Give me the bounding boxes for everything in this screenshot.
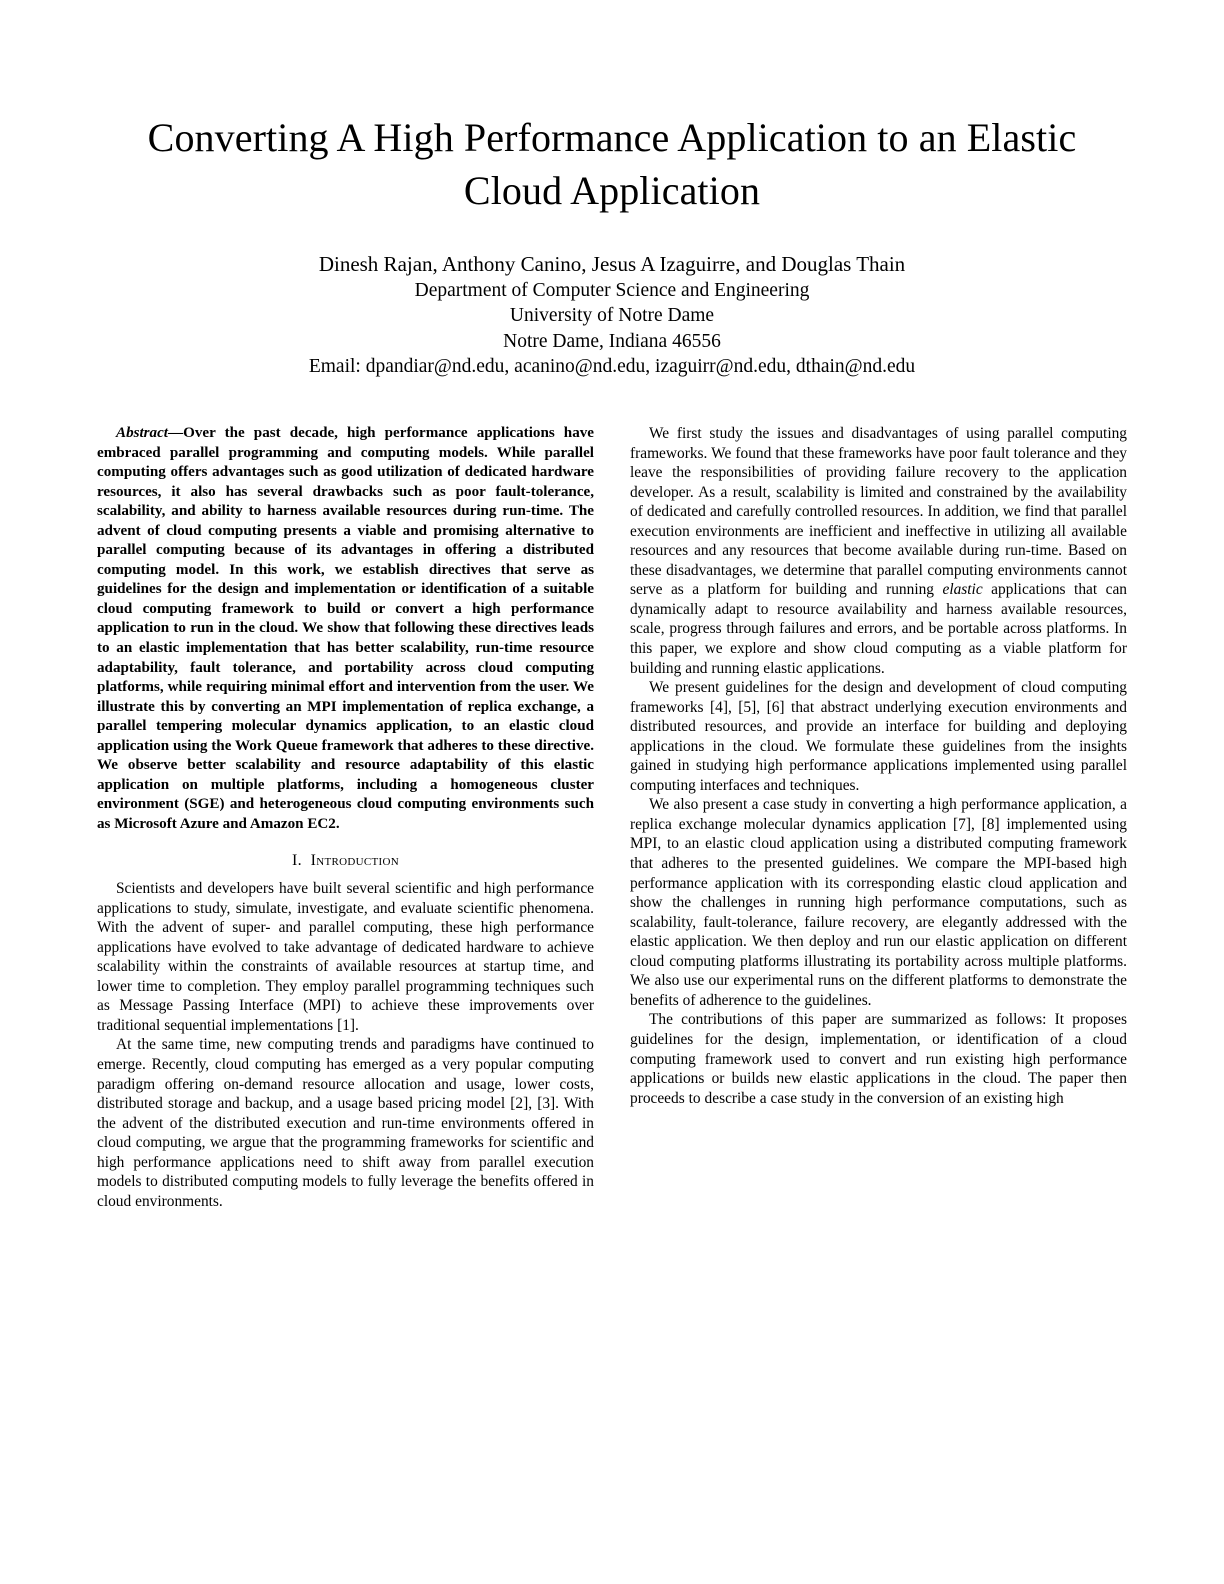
- author-names: Dinesh Rajan, Anthony Canino, Jesus A Izaguirre, and Douglas Thain: [318, 252, 906, 276]
- title-block: [110, 112, 1114, 218]
- paragraph: Scientists and developers have built several scientific and high performance applications to study, simulate, investigate, and evaluate scientific phenomena. With the advent of super- and parallel computing, these high performance applications have evolved to take advantage of dedicated hardware to achieve scalability within the constraints of available resources at startup time, and lower time to completion. They employ parallel programming techniques such as Message Passing Interface (MPI) to achieve these improvements over traditional sequential implementations [1].: [97, 880, 594, 1034]
- emphasis-elastic: elastic: [942, 581, 983, 599]
- page-title: Converting A High Performance Application to an Elastic Cloud Application: [147, 115, 1077, 213]
- paragraph: We present guidelines for the design and development of cloud computing frameworks [4], [5], [6] that abstract underlying execution environments and distributed resources, and provide an interface for building and deploying applications in the cloud. We formulate these guidelines from the insights gained in studying high performance applications implemented using parallel computing interfaces and techniques.: [630, 679, 1127, 794]
- author-affiliation-block: [112, 252, 1112, 380]
- paragraph: The contributions of this paper are summarized as follows: It proposes guidelines for the design, implementation, or identification of a cloud computing framework used to convert and run existing high performance applications or builds new elastic applications in the cloud. The paper then proceeds to describe a case study in the conversion of an existing high: [630, 1011, 1127, 1107]
- two-column-body: [97, 424, 1127, 1454]
- abstract-text: Over the past decade, high performance applications have embraced parallel programming and computing models. While parallel computing offers advantages such as good utilization of dedicated hardware resources, it also has several drawbacks such as poor fault-tolerance, scalability, and ability to harness available resources during run-time. The advent of cloud computing presents a viable and promising alternative to parallel computing because of its advantages in offering a distributed computing model. In this work, we establish directives that serve as guidelines for the design and implementation or identification of a suitable cloud computing framework to build or convert a high performance application to run in the cloud. We show that following these directives leads to an elastic implementation that has better scalability, run-time resource adaptability, fault tolerance, and portability across cloud computing platforms, while requiring minimal effort and intervention from the user. We illustrate this by converting an MPI implementation of replica exchange, a parallel tempering molecular dynamics application, to an elastic cloud application using the Work Queue framework that adheres to these directive. We observe better scalability and resource adaptability of this elastic application on multiple platforms, including a homogeneous cluster environment (SGE) and heterogeneous cloud computing environments such as Microsoft Azure and Amazon EC2.: [97, 425, 594, 832]
- affiliation-address: Notre Dame, Indiana 46556: [503, 330, 721, 352]
- column-right: [630, 424, 1127, 1454]
- paragraph-part: We first study the issues and disadvantages of using parallel computing frameworks. We found that these frameworks have poor fault tolerance and they leave the responsibilities of providing failure recovery to the application developer. As a result, scalability is limited and constrained by the availability of dedicated and carefully controlled resources. In addition, we find that parallel execution environments are inefficient and ineffective in utilizing all available resources and any resources that become available during run-time. Based on these disadvantages, we determine that parallel computing environments cannot serve as a platform for building and running: [630, 425, 1127, 599]
- section-title: Introduction: [310, 852, 399, 870]
- paragraph-part: applications that can dynamically adapt to resource availability and harness available resources, scale, progress through failures and errors, and be portable across platforms. In this paper, we explore and show cloud computing as a viable platform for building and running elastic applications.: [630, 581, 1127, 677]
- section-heading-introduction: [97, 851, 594, 871]
- paragraph: At the same time, new computing trends and paradigms have continued to emerge. Recently, cloud computing has emerged as a very popular computing paradigm offering on-demand resource allocation and usage, lower costs, distributed storage and backup, and a usage based pricing model [2], [3]. With the advent of the distributed execution and run-time environments offered in cloud computing, we argue that the programming frameworks for scientific and high performance applications need to shift away from parallel execution models to distributed computing models to fully leverage the benefits offered in cloud environments.: [97, 1036, 594, 1210]
- abstract-paragraph: [97, 424, 594, 834]
- paragraph: We also present a case study in converting a high performance application, a replica exchange molecular dynamics application [7], [8] implemented using MPI, to an elastic cloud application using a distributed computing framework that adheres to the presented guidelines. We compare the MPI-based high performance application with its corresponding elastic cloud application and show the challenges in running high performance computations, such as scalability, fault-tolerance, failure recovery, are elegantly addressed with the elastic application. We then deploy and run our elastic application on different cloud computing platforms illustrating its portability across multiple platforms. We also use our experimental runs on the different platforms to demonstrate the benefits of adherence to the guidelines.: [630, 796, 1127, 1009]
- affiliation-department: Department of Computer Science and Engineering: [414, 279, 810, 301]
- paragraph: [630, 424, 1127, 678]
- abstract-label: Abstract: [116, 425, 168, 441]
- abstract-dash: —: [168, 425, 184, 441]
- affiliation-university: University of Notre Dame: [509, 305, 715, 326]
- author-email-line: Email: dpandiar@nd.edu, acanino@nd.edu, izaguirr@nd.edu, dthain@nd.edu: [308, 356, 916, 377]
- column-left: [97, 424, 594, 1454]
- section-numeral: I.: [292, 852, 302, 870]
